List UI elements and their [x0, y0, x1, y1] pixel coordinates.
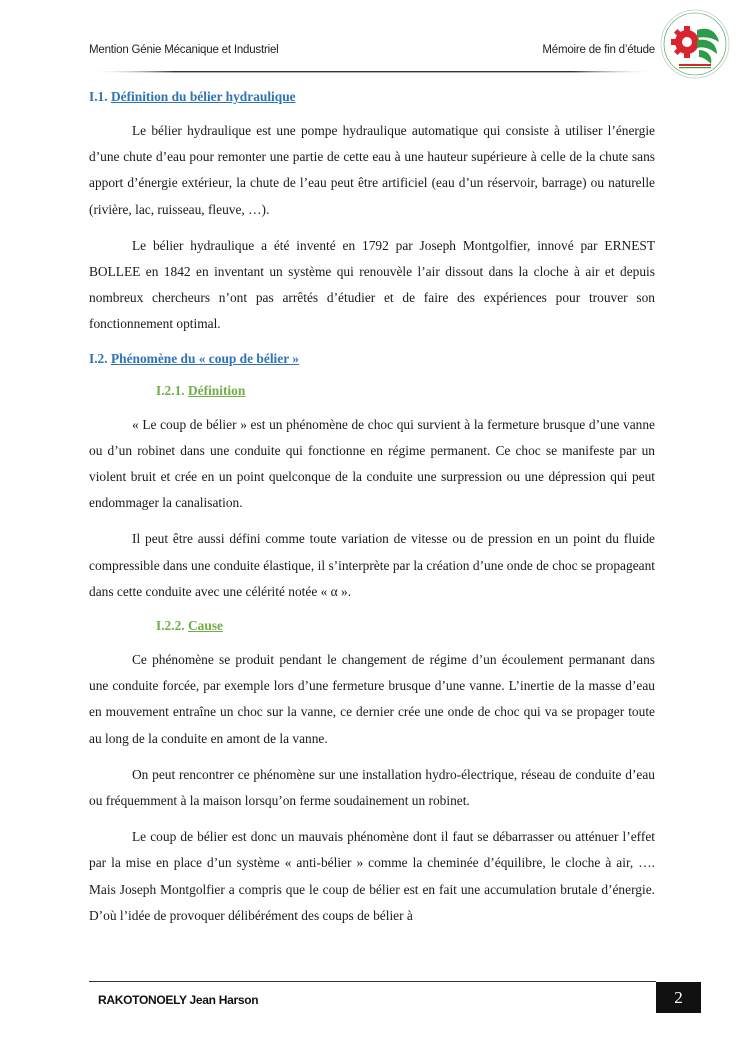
paragraph: « Le coup de bélier » est un phénomène de choc qui survient à la fermeture brusque d’une vanne ou d’un robinet dans une conduite qui fonctionne en régime permanent. Ce choc se manifeste par un violent bruit et crée en un point quelconque de la conduite une surpression ou une dépression qui peut endommager la canalisation.: [89, 416, 655, 511]
school-emblem-icon: [659, 8, 731, 80]
document-body: [89, 86, 655, 939]
section-number: I.2.: [89, 350, 108, 366]
paragraph: Ce phénomène se produit pendant le changement de régime d’un écoulement permanant dans une conduite forcée, par exemple lors d’une fermeture brusque d’une vanne. L’inertie de la masse d’eau en mouvement entraîne un choc sur la vanne, ce dernier crée une onde de choc qui va se propager toute au long de la conduite en amont de la vanne.: [89, 652, 655, 746]
section-title: Définition du bélier hydraulique: [110, 89, 296, 104]
paragraph: Il peut être aussi défini comme toute variation de vitesse ou de pression en un point du fluide compressible dans une conduite élastique, il s’interprète par la création d’une onde de choc se propageant dans cette conduite avec une célérité notée « α ».: [89, 531, 655, 599]
header-left-text: Mention Génie Mécanique et Industriel: [89, 44, 279, 56]
footer-divider: [89, 981, 656, 982]
subsection-number: I.2.1.: [156, 382, 185, 398]
subsection-title: Définition: [188, 382, 246, 398]
paragraph: On peut rencontrer ce phénomène sur une installation hydro-électrique, réseau de conduite d’eau ou fréquemment à la maison lorsqu’on ferme soudainement un robinet.: [89, 766, 655, 809]
subsection-heading-1-2-1: [89, 380, 655, 402]
section-heading-1-1: [89, 86, 655, 108]
header-divider: [89, 71, 657, 73]
footer-author: RAKOTONOELY Jean Harson: [98, 993, 259, 1007]
subsection-title: Cause: [188, 618, 223, 634]
page-number: 2: [656, 982, 701, 1013]
paragraph: Le coup de bélier est donc un mauvais phénomène dont il faut se débarrasser ou atténuer l’effet par la mise en place d’un système « anti-bélier » comme la cheminée d’équilibre, le cloche à air, …. Mais Joseph Montgolfier a compris que le coup de bélier est en fait une accumulation brutale d’énergie. D’où l’idée de provoquer délibérément des coups de bélier à: [89, 829, 655, 923]
paragraph: Le bélier hydraulique est une pompe hydraulique automatique qui consiste à utiliser l’énergie d’une chute d’eau pour remonter une partie de cette eau à une hauteur supérieure à celle de la chute sans apport d’énergie extérieur, la chute de l’eau peut être artificiel (eau d’un réservoir, barrage) ou naturelle (rivière, lac, ruisseau, fleuve, …).: [89, 123, 655, 217]
paragraph: Le bélier hydraulique a été inventé en 1792 par Joseph Montgolfier, innové par ERNEST BOLLEE en 1842 en inventant un système qui renouvèle l’air dissout dans la cloche à air et depuis nombreux chercheurs n’ont pas arrêtés d’étudier et de faire des expériences pour trouver son fonctionnement optimal.: [89, 237, 655, 332]
subsection-heading-1-2-2: [89, 615, 655, 637]
header-right-text: Mémoire de fin d’étude: [542, 44, 655, 56]
subsection-number: I.2.2.: [156, 618, 185, 634]
section-title: Phénomène du « coup de bélier »: [110, 350, 299, 366]
section-number: I.1.: [89, 89, 108, 104]
section-heading-1-2: [89, 348, 655, 370]
page-header: [89, 44, 655, 64]
